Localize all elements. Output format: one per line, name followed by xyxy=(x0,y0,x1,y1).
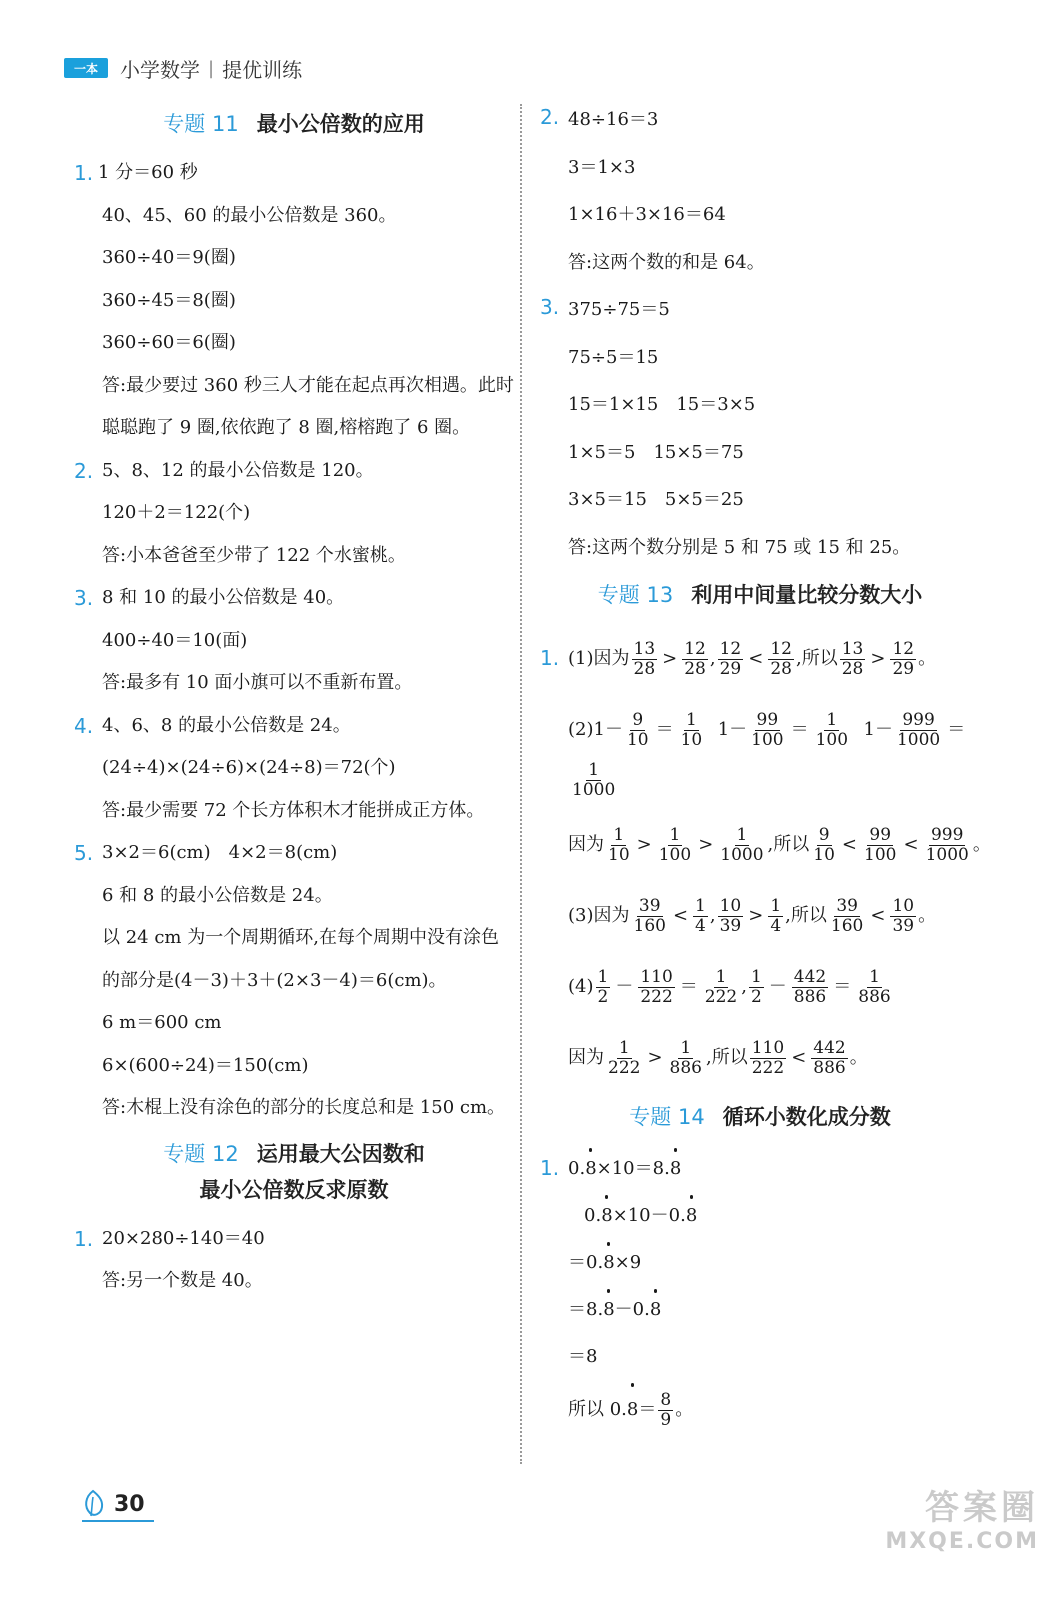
column-divider xyxy=(520,104,522,1464)
answer-line: 1×16＋3×16＝64 xyxy=(568,204,726,225)
answer-line: 3×2＝6(cm) 4×2＝8(cm) xyxy=(102,842,338,863)
section-heading: 最小公倍数的应用 xyxy=(256,112,425,136)
repeating-digit: 8 xyxy=(670,1145,681,1192)
fraction: $\frac{110}{222}$ xyxy=(640,966,673,1007)
fraction: $\frac{1}{1000}$ xyxy=(720,824,764,865)
answer-line: 1×5＝5 15×5＝75 xyxy=(568,441,744,463)
part-1-line: (1)因为 $\frac{13}{28}$ > $\frac{12}{28}$ , $\frac{12}{29}$ < $\frac{12}{28}$ ,所以 $\frac{13}{28}$ > $\frac{12}{29}$ 。 xyxy=(568,638,937,679)
section-number: 专题 12 xyxy=(163,1141,239,1166)
lead-text: (1)因为 xyxy=(568,648,630,669)
answer-line: ＝8 xyxy=(568,1346,598,1367)
answer-line: 360÷45＝8(圈) xyxy=(102,289,236,311)
publisher-logo: 一本 xyxy=(64,58,108,78)
fraction: $\frac{12}{28}$ xyxy=(684,638,706,679)
section-number: 专题 13 xyxy=(597,583,674,607)
answer-line: 400÷40＝10(面) xyxy=(102,629,248,651)
fraction: $\frac{10}{39}$ xyxy=(892,895,915,936)
answer-line: 0.8×10－0.8 xyxy=(568,1192,980,1239)
section-heading: 循环小数化成分数 xyxy=(722,1105,891,1129)
answer-line: 以 24 cm 为一个周期循环,在每个周期中没有涂色的部分是(4－3)＋3＋(2×3－4)＝6(cm)。 xyxy=(102,927,499,991)
question-number: 3. xyxy=(540,295,560,319)
fraction: $\frac{1}{1000}$ xyxy=(572,759,616,800)
answer-line: 40、45、60 的最小公倍数是 360。 xyxy=(102,204,397,226)
answer-statement: 答:木棍上没有涂色的部分的长度总和是 150 cm。 xyxy=(102,1097,506,1118)
s12-question-3 xyxy=(540,286,980,571)
fraction: $\frac{999}{1000}$ xyxy=(925,824,969,865)
repeating-digit: 8 xyxy=(686,1192,697,1239)
fraction: $\frac{12}{29}$ xyxy=(719,638,742,679)
s13-question-1 xyxy=(540,623,991,1093)
book-title: 小学数学 xyxy=(120,57,200,82)
fraction: $\frac{442}{886}$ xyxy=(813,1037,846,1078)
answer-line: 8 和 10 的最小公倍数是 40。 xyxy=(102,587,345,608)
s11-question-1 xyxy=(74,152,514,450)
fraction: $\frac{1}{886}$ xyxy=(669,1037,702,1078)
answer-line: (24÷4)×(24÷6)×(24÷8)＝72(个) xyxy=(102,757,396,778)
section-14-title xyxy=(540,1099,980,1135)
fraction: $\frac{442}{886}$ xyxy=(793,966,827,1007)
question-number: 5. xyxy=(74,841,94,865)
answer-line: 120＋2＝122(个) xyxy=(102,502,251,523)
answer-statement: 答:另一个数是 40。 xyxy=(102,1270,263,1291)
repeating-digit: 8 xyxy=(650,1286,661,1333)
s12-question-2 xyxy=(540,96,980,286)
watermark-line-2: MXQE.COM xyxy=(885,1529,1039,1554)
fraction: $\frac{39}{160}$ xyxy=(830,895,864,936)
s11-question-3 xyxy=(74,577,514,705)
left-column xyxy=(74,100,514,1303)
answer-line: ＝0.8×9 xyxy=(568,1239,980,1286)
fraction: $\frac{999}{1000}$ xyxy=(896,709,941,750)
title-separator: | xyxy=(208,57,215,79)
fraction: $\frac{10}{39}$ xyxy=(719,895,742,936)
watermark xyxy=(849,1480,1039,1554)
repeating-digit: 8 xyxy=(627,1380,638,1440)
fraction: $\frac{1}{2}$ xyxy=(750,966,762,1007)
section-13-title xyxy=(540,577,980,613)
answer-line: 360÷60＝6(圈) xyxy=(102,332,236,353)
repeating-digit: 8 xyxy=(603,1286,614,1333)
question-number: 1. xyxy=(74,161,94,185)
watermark-line-1: 答案圈 xyxy=(925,1488,1039,1528)
section-heading: 利用中间量比较分数大小 xyxy=(691,583,923,607)
answer-line: 6×(600÷24)＝150(cm) xyxy=(102,1054,309,1076)
fraction: $\frac{110}{222}$ xyxy=(751,1037,785,1078)
s14-question-1 xyxy=(540,1145,980,1440)
s11-question-2 xyxy=(74,450,514,578)
section-heading-line1: 运用最大公因数和 xyxy=(256,1141,425,1166)
part-3-line: (3)因为 $\frac{39}{160}$ < $\frac{1}{4}$ , $\frac{10}{39}$ > $\frac{1}{4}$ ,所以 $\frac{39}{160}$ < $\frac{10}{39}$ 。 xyxy=(568,895,937,936)
answer-line: 1 分＝60 秒 xyxy=(98,162,198,183)
answer-conclusion: 所以 0.8＝ $\frac{8}{9}$ 。 xyxy=(568,1380,980,1440)
answer-line: 3×5＝15 5×5＝25 xyxy=(568,489,744,510)
right-column xyxy=(540,100,991,1440)
question-number: 1. xyxy=(540,646,560,670)
section-number: 专题 11 xyxy=(163,112,239,136)
fraction: $\frac{39}{160}$ xyxy=(633,895,666,936)
page-number: 30 xyxy=(114,1491,145,1517)
question-number: 2. xyxy=(540,105,560,129)
answer-line: 375÷75＝5 xyxy=(568,299,670,320)
fraction: $\frac{1}{100}$ xyxy=(815,709,849,750)
fraction: $\frac{12}{28}$ xyxy=(770,638,792,679)
part-4-line: (4) $\frac{1}{2}$ － $\frac{110}{222}$ ＝ $\frac{1}{222}$ , $\frac{1}{2}$ － $\frac{442}{886}$ ＝ $\frac{1}{886}$ xyxy=(568,966,891,1007)
fraction: $\frac{8}{9}$ xyxy=(660,1389,672,1430)
fraction: $\frac{1}{10}$ xyxy=(608,824,630,865)
answer-line: 15＝1×15 15＝3×5 xyxy=(568,394,756,415)
part-2-line: (2)1－ $\frac{9}{10}$ ＝ $\frac{1}{10}$ 1－ $\frac{99}{100}$ ＝ $\frac{1}{100}$ 1－ $\frac{999}{1000}$ ＝ xyxy=(568,709,966,750)
fraction: $\frac{1}{2}$ xyxy=(597,966,609,1007)
s11-question-4 xyxy=(74,705,514,833)
repeating-digit: 8 xyxy=(585,1145,596,1192)
answer-line: 3＝1×3 xyxy=(568,156,636,178)
part-2-conclusion: 因为 $\frac{1}{10}$ > $\frac{1}{100}$ > $\frac{1}{1000}$ ,所以 $\frac{9}{10}$ < $\frac{99}{100}$ < $\frac{999}{1000}$ 。 xyxy=(568,824,991,865)
part-4-conclusion: 因为 $\frac{1}{222}$ > $\frac{1}{886}$ ,所以 $\frac{110}{222}$ < $\frac{442}{886}$ 。 xyxy=(568,1037,868,1078)
answer-statement: 答:最多有 10 面小旗可以不重新布置。 xyxy=(102,672,413,693)
answer-statement: 答:这两个数的和是 64。 xyxy=(568,251,765,273)
fraction: $\frac{99}{100}$ xyxy=(751,709,784,750)
fraction: $\frac{1}{4}$ xyxy=(770,895,782,936)
leaf-icon xyxy=(82,1489,104,1519)
answer-line: 360÷40＝9(圈) xyxy=(102,247,236,268)
fraction: $\frac{1}{4}$ xyxy=(695,895,706,936)
repeating-digit: 8 xyxy=(603,1239,614,1286)
answer-line: 48÷16＝3 xyxy=(568,109,659,130)
s11-question-5 xyxy=(74,832,514,1130)
question-number: 4. xyxy=(74,713,94,738)
answer-statement: 答:最少需要 72 个长方体积木才能拼成正方体。 xyxy=(102,799,485,821)
fraction: $\frac{1}{100}$ xyxy=(658,824,692,865)
repeating-digit: 8 xyxy=(601,1192,612,1239)
answer-statement: 答:这两个数分别是 5 和 75 或 15 和 25。 xyxy=(568,536,911,558)
question-number: 3. xyxy=(74,586,94,610)
page-header xyxy=(64,50,302,86)
fraction: $\frac{9}{10}$ xyxy=(626,709,649,750)
fraction: $\frac{99}{100}$ xyxy=(864,824,897,865)
fraction: $\frac{1}{222}$ xyxy=(608,1037,641,1078)
answer-line: 6 和 8 的最小公倍数是 24。 xyxy=(102,884,333,906)
question-number: 2. xyxy=(74,458,94,483)
question-number: 1. xyxy=(74,1226,94,1251)
answer-line: ＝8.8－0.8 xyxy=(568,1286,980,1333)
section-number: 专题 14 xyxy=(629,1105,705,1129)
answer-statement: 答:小本爸爸至少带了 122 个水蜜桃。 xyxy=(102,544,406,566)
answer-line: 5、8、12 的最小公倍数是 120。 xyxy=(102,459,374,481)
fraction: $\frac{12}{29}$ xyxy=(892,638,915,679)
section-heading-line2: 最小公倍数反求原数 xyxy=(199,1177,389,1202)
answer-statement: 答:最少要过 360 秒三人才能在起点再次相遇。此时聪聪跑了 9 圈,依依跑了 8 圈,榕榕跑了 6 圈。 xyxy=(102,374,514,438)
footer-rule xyxy=(82,1520,154,1522)
book-subtitle: 提优训练 xyxy=(222,57,303,82)
section-11-title xyxy=(74,106,514,142)
section-12-title xyxy=(74,1136,514,1208)
answer-line: 4、6、8 的最小公倍数是 24。 xyxy=(102,714,351,736)
fraction: $\frac{9}{10}$ xyxy=(813,824,835,865)
answer-line: 20×280÷140＝40 xyxy=(102,1227,265,1249)
lead-text: (2)1－ xyxy=(568,719,623,740)
answer-line: 6 m＝600 cm xyxy=(102,1012,222,1033)
fraction: $\frac{1}{10}$ xyxy=(680,709,703,750)
page-footer xyxy=(82,1484,145,1524)
answer-line: 75÷5＝15 xyxy=(568,346,659,368)
answer-line: 0.8×10＝8.8 xyxy=(568,1145,980,1192)
fraction: $\frac{1}{222}$ xyxy=(704,966,738,1007)
fraction: $\frac{13}{28}$ xyxy=(633,638,656,679)
fraction: $\frac{13}{28}$ xyxy=(841,638,864,679)
fraction: $\frac{1}{886}$ xyxy=(858,966,891,1007)
question-number: 1. xyxy=(540,1156,560,1180)
s12-question-1 xyxy=(74,1218,514,1303)
